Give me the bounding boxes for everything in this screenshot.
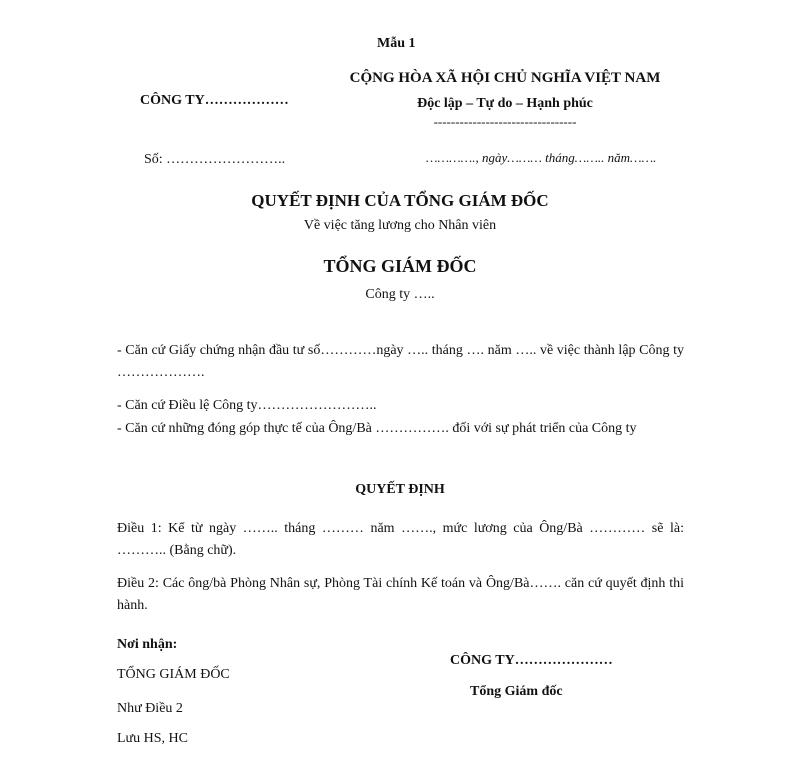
form-label: Mẫu 1 [377,36,416,51]
national-motto: Độc lập – Tự do – Hạnh phúc [417,96,593,111]
company-name: CÔNG TY……………… [140,93,289,108]
basis-company-charter: - Căn cứ Điều lệ Công ty…………………….. [117,398,377,413]
decision-heading: QUYẾT ĐỊNH [355,482,445,497]
recipients-heading: Nơi nhận: [117,637,178,652]
recipient-item: Lưu HS, HC [117,731,188,746]
article-1: Điều 1: Kể từ ngày …….. tháng ……… năm ……., mức lương của Ông/Bà ………… sẽ là: ……….. (Bằng chữ). [117,521,684,558]
authority-title: TỔNG GIÁM ĐỐC [323,256,477,276]
date-line: …………., ngày……… tháng…….. năm……. [426,150,657,165]
document-number: Số: …………………….. [144,152,286,167]
authority-company: Công ty ….. [365,287,435,302]
article-2: Điều 2: Các ông/bà Phòng Nhân sự, Phòng Tài chính Kế toán và Ông/Bà……. căn cứ quyết định thi hành. [117,576,684,613]
header-divider: --------------------------------- [433,114,577,129]
recipient-item: TỔNG GIÁM ĐỐC [117,667,230,682]
signature-role: Tổng Giám đốc [470,684,563,699]
basis-investment-certificate: - Căn cứ Giấy chứng nhận đầu tư số…………ngày ….. tháng …. năm ….. về việc thành lập Công ty ………………. [117,343,684,380]
signature-company: CÔNG TY………………… [450,653,613,668]
recipient-item: Như Điều 2 [117,701,183,716]
nation-heading: CỘNG HÒA XÃ HỘI CHỦ NGHĨA VIỆT NAM [349,70,661,86]
basis-contributions: - Căn cứ những đóng góp thực tế của Ông/Bà ……………. đối với sự phát triển của Công ty [117,421,637,436]
document-subtitle: Về việc tăng lương cho Nhân viên [303,218,497,233]
document-title: QUYẾT ĐỊNH CỦA TỔNG GIÁM ĐỐC [251,191,549,210]
